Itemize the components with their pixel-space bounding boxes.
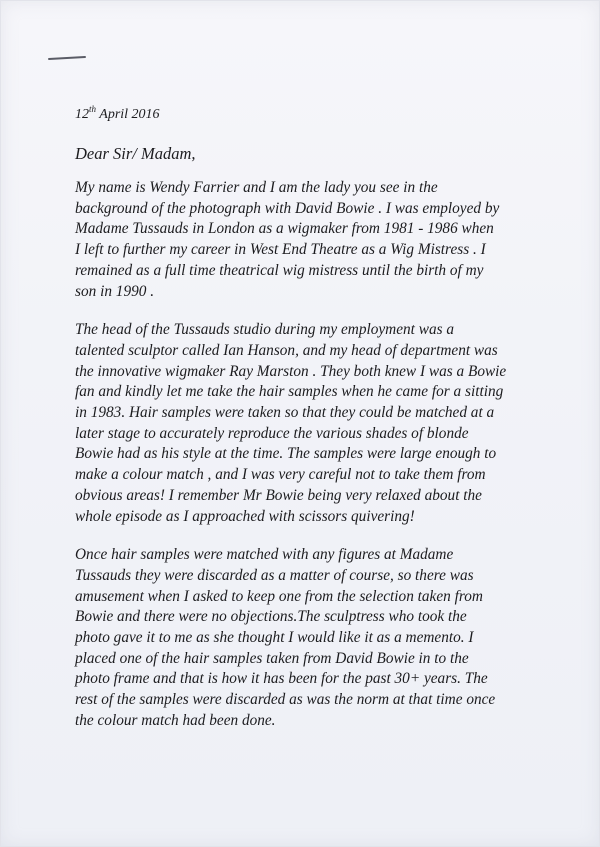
text-line: The head of the Tussauds studio during my employment was a [75,321,455,339]
text-line: My name is Wendy Farrier and I am the lady you see in the [75,179,438,196]
text-line: son in 1990 . [75,282,155,300]
text-line: fan and kindly let me take the hair samples when he came for a sitting [75,383,504,401]
date-month-year: April 2016 [96,107,160,122]
text-line: photo frame and that is how it has been for the past 30+ years. The [75,670,488,688]
date-day: 12 [75,107,89,122]
text-line: later stage to accurately reproduce the various shades of blonde [75,424,469,442]
text-line: obvious areas! I remember Mr Bowie being very relaxed about the [75,486,482,504]
pen-mark [48,56,86,60]
text-line: Once hair samples were matched with any figures at Madame [75,546,454,564]
text-line: placed one of the hair samples taken from David Bowie in to the [75,649,469,667]
text-line: I left to further my career in West End Theatre as a Wig Mistress . I [75,241,486,259]
letter-date [75,106,160,124]
text-line: rest of the samples were discarded as was the norm at that time once [75,691,496,709]
text-line: the innovative wigmaker Ray Marston . They both knew I was a Bowie [75,362,507,380]
text-line: amusement when I asked to keep one from the selection taken from [75,587,483,605]
date-suffix: th [89,104,97,114]
paragraph-2 [75,320,590,527]
text-line: Madame Tussauds in London as a wigmaker from 1981 - 1986 when [75,220,494,238]
text-line: make a colour match , and I was very careful not to take them from [75,466,486,484]
text-line: Bowie and there were no objections.The sculptress who took the [75,608,467,626]
paragraph-3 [75,545,590,731]
salutation: Dear Sir/ Madam, [75,144,196,163]
text-line: whole episode as I approached with scissors quivering! [75,507,415,525]
text-line: photo gave it to me as she thought I would like it as a memento. I [75,629,474,647]
text-line: background of the photograph with David Bowie . I was employed by [75,199,500,217]
text-line: talented sculptor called Ian Hanson, and my head of department was [75,341,498,359]
text-line: in 1983. Hair samples were taken so that they could be matched at a [75,404,495,422]
paragraph-1 [75,178,590,302]
text-line: Tussauds they were discarded as a matter of course, so there was [75,566,474,584]
text-line: remained as a full time theatrical wig mistress until the birth of my [75,261,484,279]
text-line: the colour match had been done. [75,711,276,729]
text-line: Bowie had as his style at the time. The samples were large enough to [75,445,497,463]
letter-body [75,178,590,750]
